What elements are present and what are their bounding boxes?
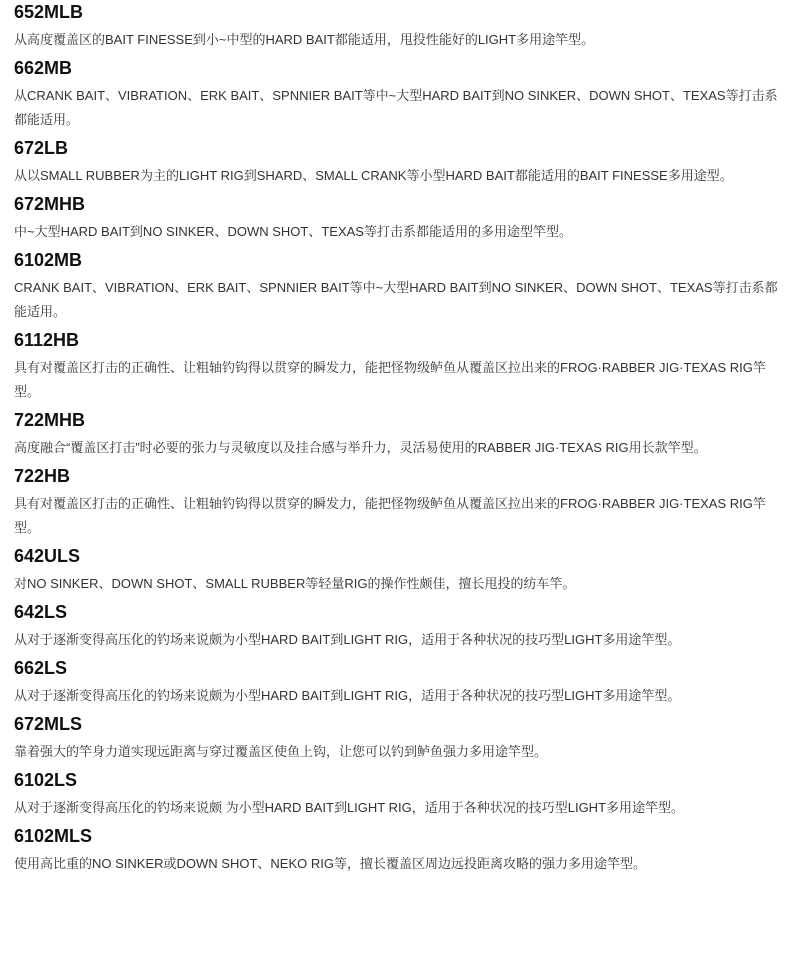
- model-description: 具有对覆盖区打击的正确性、让粗轴钓钩得以贯穿的瞬发力，能把怪物级鲈鱼从覆盖区拉出来的FROG·RABBER JIG·TEXAS RIG竿型。: [14, 496, 766, 535]
- product-entry-642ls: [14, 600, 782, 652]
- product-entry-6102mb: [14, 248, 782, 324]
- product-entry-652mlb: [14, 0, 782, 52]
- model-description: 从高度覆盖区的BAIT FINESSE到小~中型的HARD BAIT都能适用，甩投性能好的LIGHT多用途竿型。: [14, 32, 595, 47]
- product-entry-672mls: [14, 712, 782, 764]
- product-entry-662ls: [14, 656, 782, 708]
- product-entry-722hb: [14, 464, 782, 540]
- model-name: 642ULS: [14, 546, 81, 566]
- model-name: 722HB: [14, 466, 71, 486]
- product-entry-722mhb: [14, 408, 782, 460]
- model-name: 6102MLS: [14, 826, 93, 846]
- product-entry-672mhb: [14, 192, 782, 244]
- product-entry-6112hb: [14, 328, 782, 404]
- model-description: 对NO SINKER、DOWN SHOT、SMALL RUBBER等轻量RIG的操作性颇佳，擅长甩投的纺车竿。: [14, 576, 576, 591]
- model-description: 从CRANK BAIT、VIBRATION、ERK BAIT、SPNNIER BAIT等中~大型HARD BAIT到NO SINKER、DOWN SHOT、TEXAS等打击系都能适用。: [14, 88, 778, 127]
- model-name: 642LS: [14, 602, 68, 622]
- model-name: 672MLS: [14, 714, 83, 734]
- product-entry-6102mls: [14, 824, 782, 876]
- model-name: 6112HB: [14, 330, 80, 350]
- model-name: 662LS: [14, 658, 68, 678]
- model-description: 具有对覆盖区打击的正确性、让粗轴钓钩得以贯穿的瞬发力，能把怪物级鲈鱼从覆盖区拉出来的FROG·RABBER JIG·TEXAS RIG竿型。: [14, 360, 766, 399]
- model-description: CRANK BAIT、VIBRATION、ERK BAIT、SPNNIER BAIT等中~大型HARD BAIT到NO SINKER、DOWN SHOT、TEXAS等打击系都能适用。: [14, 280, 778, 319]
- model-name: 662MB: [14, 58, 73, 78]
- model-name: 6102LS: [14, 770, 78, 790]
- product-entry-672lb: [14, 136, 782, 188]
- model-description: 靠着强大的竿身力道实现远距离与穿过覆盖区使鱼上钩，让您可以钓到鲈鱼强力多用途竿型。: [14, 744, 548, 759]
- model-name: 672MHB: [14, 194, 86, 214]
- model-description: 中~大型HARD BAIT到NO SINKER、DOWN SHOT、TEXAS等打击系都能适用的多用途型竿型。: [14, 224, 572, 239]
- model-name: 6102MB: [14, 250, 83, 270]
- model-description: 从以SMALL RUBBER为主的LIGHT RIG到SHARD、SMALL CRANK等小型HARD BAIT都能适用的BAIT FINESSE多用途型。: [14, 168, 733, 183]
- product-entry-6102ls: [14, 768, 782, 820]
- model-description: 从对于逐渐变得高压化的钓场来说颇 为小型HARD BAIT到LIGHT RIG，适用于各种状况的技巧型LIGHT多用途竿型。: [14, 800, 685, 815]
- model-name: 672LB: [14, 138, 69, 158]
- product-entry-662mb: [14, 56, 782, 132]
- model-description: 使用高比重的NO SINKER或DOWN SHOT、NEKO RIG等，擅长覆盖区周边远投距离攻略的强力多用途竿型。: [14, 856, 646, 871]
- model-name: 652MLB: [14, 2, 84, 22]
- product-entry-642uls: [14, 544, 782, 596]
- model-description: 从对于逐渐变得高压化的钓场来说颇为小型HARD BAIT到LIGHT RIG，适用于各种状况的技巧型LIGHT多用途竿型。: [14, 688, 681, 703]
- model-description: 高度融合“覆盖区打击”时必要的张力与灵敏度以及挂合感与举升力，灵活易使用的RABBER JIG·TEXAS RIG用长款竿型。: [14, 440, 707, 455]
- model-name: 722MHB: [14, 410, 86, 430]
- model-description: 从对于逐渐变得高压化的钓场来说颇为小型HARD BAIT到LIGHT RIG，适用于各种状况的技巧型LIGHT多用途竿型。: [14, 632, 681, 647]
